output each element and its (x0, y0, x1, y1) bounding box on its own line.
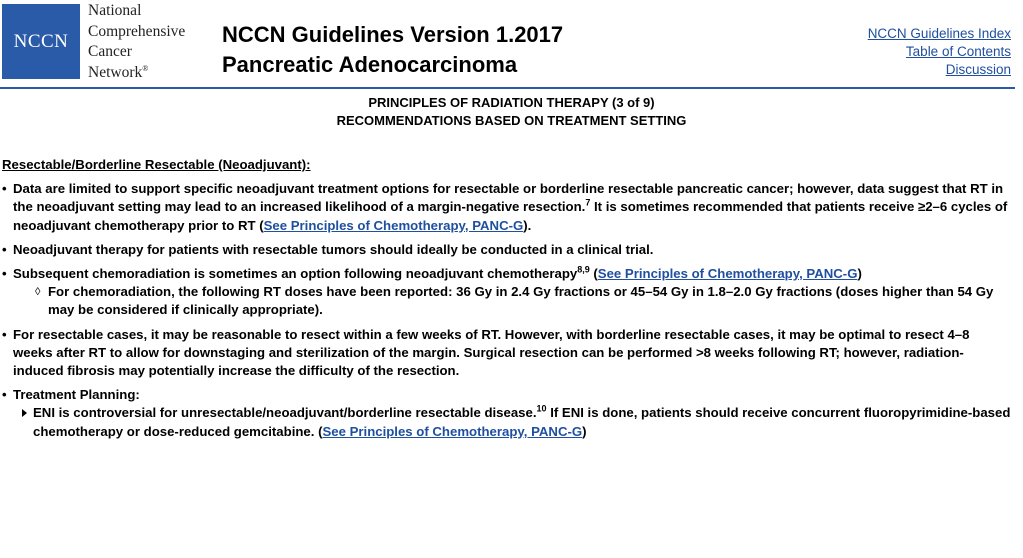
logo-wordmark (88, 1, 185, 83)
registered-mark: ® (142, 63, 149, 73)
sub-list-item (13, 404, 1012, 440)
logo-line-3: Cancer (88, 43, 132, 60)
triangle-bullet-icon (22, 409, 27, 417)
logo-line-4 (88, 63, 185, 84)
guidelines-index-link[interactable]: NCCN Guidelines Index (867, 26, 1011, 41)
b1-ref: 7 (585, 198, 591, 209)
header-divider (0, 87, 1015, 89)
section-heading (0, 94, 1023, 130)
heading-line-1: PRINCIPLES OF RADIATION THERAPY (3 of 9) (368, 95, 655, 110)
heading-line-2: RECOMMENDATIONS BASED ON TREATMENT SETTING (336, 113, 687, 128)
bullet-icon: • (2, 387, 7, 403)
logo-line-1: National (88, 2, 142, 19)
bullet-icon: • (2, 241, 7, 257)
main-content (2, 156, 1012, 447)
bullet-icon: • (2, 181, 7, 197)
b4-text: For resectable cases, it may be reasonable to resect within a few weeks of RT. However, with borderline resectable cases, it may be optimal to resect 4–8 weeks after RT to allow for downstaging and sterilization of the margin. Surgical resection can be performed >8 weeks following RT; however, radiation-induced fibrosis may potentially increase the difficulty of the resection. (13, 326, 970, 379)
nccn-logo (2, 4, 80, 79)
chemotherapy-link[interactable]: See Principles of Chemotherapy, PANC-G (597, 266, 858, 282)
b3-ref: 8,9 (577, 264, 590, 275)
b5-sub-text: ENI is controversial for unresectable/neoadjuvant/borderline resectable disease. (33, 405, 537, 421)
chemotherapy-link[interactable]: See Principles of Chemotherapy, PANC-G (263, 217, 524, 233)
bullet-icon: • (2, 266, 7, 282)
list-item (2, 180, 1012, 235)
table-of-contents-link[interactable]: Table of Contents (905, 44, 1011, 59)
sub-list-item (13, 283, 1012, 319)
logo-line-2: Comprehensive (88, 22, 186, 40)
list-item (2, 326, 1012, 381)
b3-text: Subsequent chemoradiation is sometimes an option following neoadjuvant chemotherapy (13, 266, 578, 282)
bullet-icon: • (2, 326, 7, 342)
b1-text2: It is sometimes recommended that patients receive ≥2–6 cycles of neoadjuvant chemotherapy prior to RT ( (13, 199, 1008, 233)
list-item (2, 241, 1012, 259)
section-title: Resectable/Borderline Resectable (Neoadjuvant): (2, 157, 311, 172)
list-item (2, 386, 1012, 441)
guideline-topic: Pancreatic Adenocarcinoma (222, 52, 518, 77)
guideline-version: NCCN Guidelines Version 1.2017 (222, 22, 564, 47)
discussion-link[interactable]: Discussion (945, 62, 1011, 77)
b2-text: Neoadjuvant therapy for patients with resectable tumors should ideally be conducted in a clinical trial. (13, 241, 654, 257)
chemotherapy-link[interactable]: See Principles of Chemotherapy, PANC-G (322, 423, 583, 439)
b3-end: ) (857, 266, 862, 282)
b3-text2: ( (589, 266, 598, 282)
logo-line-4-text: Network (88, 63, 143, 81)
b1-text: Data are limited to support specific neoadjuvant treatment options for resectable or borderline resectable pancreatic cancer; however, data suggest that RT in the neoadjuvant setting may lead to an increased likelihood of a margin-negative resection. (13, 181, 1004, 215)
b5-ref: 10 (536, 404, 547, 415)
logo-abbr: NCCN (13, 30, 69, 52)
b5-sub-text2: If ENI is done, patients should receive concurrent fluoropyrimidine-based chemotherapy or dose-reduced gemcitabine. ( (33, 405, 1011, 439)
top-nav-links (868, 25, 1011, 79)
page-title (222, 20, 563, 80)
b5-end: ) (582, 423, 587, 439)
list-item (2, 265, 1012, 320)
diamond-bullet-icon: ◊ (35, 286, 41, 299)
b1-end: ). (523, 217, 532, 233)
b3-sub-text: For chemoradiation, the following RT doses have been reported: 36 Gy in 2.4 Gy fractions or 45–54 Gy in 1.8–2.0 Gy fractions (doses higher than 54 Gy may be considered if clinically appropriate). (48, 284, 994, 318)
b5-text: Treatment Planning: (13, 387, 140, 403)
